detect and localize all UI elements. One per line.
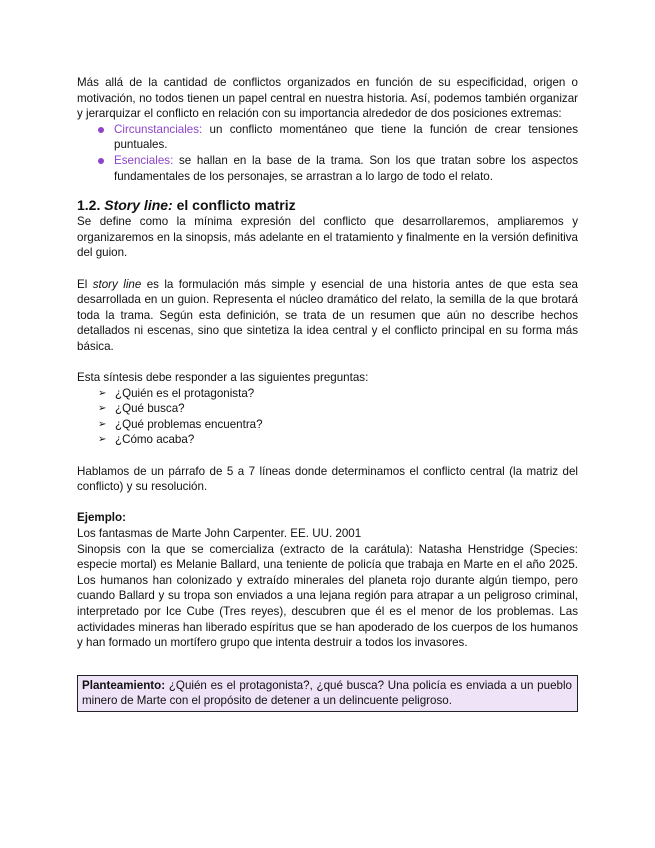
section-title-italic: Story line: — [104, 197, 173, 214]
callout-text: ¿Quién es el protagonista?, ¿qué busca? Una policía es enviada a un pueblo minero de Marte con el propósito de detener a un delincuente peligroso. — [82, 678, 572, 708]
list-item — [77, 386, 578, 402]
bullet-text: un conflicto momentáneo que tiene la función de crear tensiones puntuales. — [114, 122, 578, 152]
intro-paragraph: Más allá de la cantidad de conflictos organizados en función de su especificidad, origen o motivación, no todos tienen un papel central en nuestra historia. Así, podemos también organizar y jerarquizar el conflicto en relación con su importancia alrededor de dos posiciones extremas: — [77, 76, 578, 121]
callout-label: Planteamiento: — [82, 678, 166, 692]
section-heading — [77, 196, 578, 214]
arrow-bullet-icon: ➢ — [98, 387, 107, 399]
arrow-bullet-icon: ➢ — [98, 434, 107, 446]
conflict-type-list — [77, 122, 578, 184]
list-item — [77, 401, 578, 417]
list-item — [77, 153, 578, 184]
storyline-paragraph — [77, 277, 578, 355]
example-film: Los fantasmas de Marte John Carpenter. EE. UU. 2001 — [77, 527, 362, 541]
question-text: ¿Cómo acaba? — [115, 433, 195, 447]
bullet-dot-icon — [98, 158, 104, 164]
storyline-text-rest: es la formulación más simple y esencial de una historia antes de que esta sea desarrollada en un guion. Representa el núcleo dramático del relato, la semilla de la que brotará toda la trama. Según esta definición, se trata de un resumen que aún no describe hechos detallados ni escenas, sino que sintetiza la idea central y el conflicto principal en su forma más básica. — [77, 277, 579, 353]
question-text: ¿Qué busca? — [115, 402, 185, 416]
callout-box — [77, 675, 578, 712]
bullet-term: Esenciales: — [114, 153, 174, 167]
questions-intro: Esta síntesis debe responder a las siguientes preguntas: — [77, 371, 369, 385]
definition-paragraph: Se define como la mínima expresión del conflicto que desarrollaremos, ampliaremos y organizaremos en la sinopsis, más adelante en el tratamiento y finalmente en la versión definitiva del guion. — [77, 215, 578, 260]
question-text: ¿Quién es el protagonista? — [115, 386, 255, 400]
summary-paragraph: Hablamos de un párrafo de 5 a 7 líneas donde determinamos el conflicto central (la matriz del conflicto) y su resolución. — [77, 464, 578, 494]
section-number: 1.2. — [77, 197, 101, 214]
arrow-bullet-icon: ➢ — [98, 403, 107, 415]
questions-list — [77, 386, 578, 448]
bullet-text: se hallan en la base de la trama. Son los que tratan sobre los aspectos fundamentales de los personajes, se arrastran a lo largo de todo el relato. — [114, 153, 578, 183]
list-item — [77, 122, 578, 153]
list-item — [77, 417, 578, 433]
bullet-term: Circunstanciales: — [114, 122, 203, 136]
example-synopsis: Sinopsis con la que se comercializa (extracto de la carátula): Natasha Henstridge (Species: especie mortal) es Melanie Ballard, una teniente de policía que trabaja en Marte en el año 2025. Los humanos han colonizado y extraído minerales del planeta rojo durante algún tiempo, pero cuando Ballard y su tropa son enviados a una lejana región para atrapar a un peligroso criminal, interpretado por Ice Cube (Tres reyes), descubren que él es el menor de los problemas. Las actividades mineras han liberado espíritus que se han apoderado de los cuerpos de los humanos y han formado un mortífero grupo que intenta destruir a todos los invasores. — [77, 542, 578, 650]
bullet-dot-icon — [98, 127, 104, 133]
storyline-term: story line — [92, 277, 142, 291]
arrow-bullet-icon: ➢ — [98, 418, 107, 430]
section-title-rest: el conflicto matriz — [172, 197, 296, 214]
question-text: ¿Qué problemas encuentra? — [115, 417, 263, 431]
storyline-text-start: El — [77, 277, 93, 291]
list-item — [77, 432, 578, 448]
example-heading: Ejemplo: — [77, 511, 126, 525]
